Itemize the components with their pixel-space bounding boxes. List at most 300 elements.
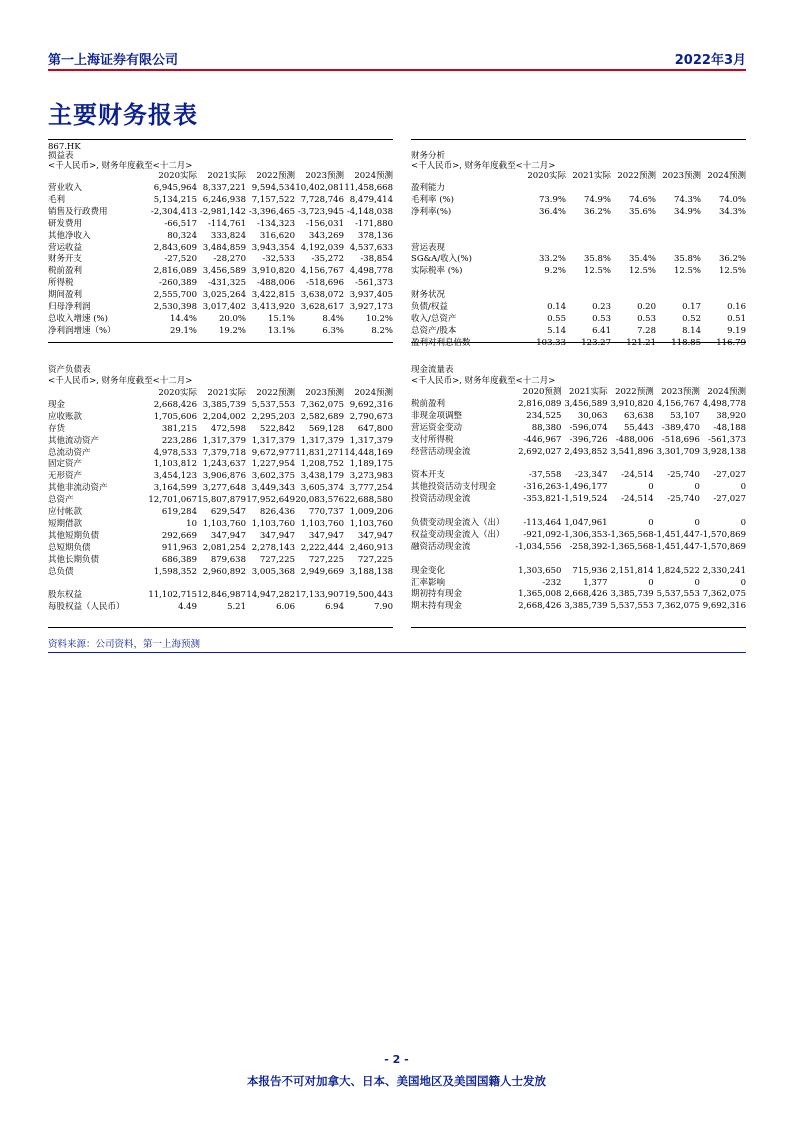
row-label: 总流动资产: [48, 447, 91, 458]
year-header: 2021实际: [572, 171, 611, 182]
cell-value: [515, 459, 561, 471]
cell-value: [700, 506, 746, 518]
row-label: 其他非流动资产: [48, 483, 108, 494]
cell-value: 2,960,892: [202, 566, 246, 577]
cell-value: 19.2%: [218, 325, 246, 336]
table-row: [48, 207, 393, 219]
cell-value: [700, 459, 746, 471]
row-label: 期间盈利: [48, 290, 83, 301]
cell-value: 6,246,938: [202, 194, 246, 205]
cell-value: [521, 278, 566, 290]
page-title: 主要财务报表: [48, 101, 198, 129]
cell-value: 2,843,609: [153, 242, 197, 253]
cell-value: 3,385,739: [564, 601, 608, 612]
header-spacer: [48, 388, 148, 400]
cell-value: 3,456,589: [202, 266, 246, 277]
cell-value: [656, 231, 701, 243]
cell-value: 5,134,215: [153, 194, 197, 205]
cell-value: 2,816,089: [518, 399, 562, 409]
cell-value: 8,479,414: [349, 194, 393, 205]
cell-value: -24,514: [621, 470, 654, 481]
row-label: 总短期负债: [48, 542, 91, 553]
table-row: [48, 412, 393, 424]
report-date: 2022年3月: [674, 53, 746, 68]
row-label: 投资活动现金流: [411, 494, 471, 505]
cell-value: [566, 243, 611, 255]
year-header: 2020实际: [158, 171, 197, 182]
cell-value: -28,270: [213, 254, 246, 265]
cell-value: 36.2%: [718, 254, 746, 265]
cell-value: 2,460,913: [349, 542, 393, 553]
cell-value: 3,454,123: [153, 471, 197, 482]
cell-value: 35.8%: [583, 254, 611, 265]
row-label: 总资产/股本: [411, 325, 457, 336]
table-row: [411, 231, 746, 243]
year-header: 2020预测: [522, 387, 562, 398]
cell-value: 2,668,426: [564, 589, 608, 600]
row-label: 财务开支: [48, 254, 83, 265]
cell-value: -32,533: [262, 254, 295, 265]
row-label: [411, 506, 515, 518]
cell-value: -27,027: [713, 494, 746, 505]
cell-value: 879,638: [210, 554, 246, 565]
cell-value: 35.8%: [673, 254, 701, 265]
cell-value: 0: [740, 577, 746, 588]
cell-value: [701, 231, 746, 243]
row-label: 期初持有现金: [411, 589, 463, 600]
cell-value: 9,692,316: [349, 399, 393, 410]
table-row: [48, 243, 393, 255]
table-row: [411, 302, 746, 314]
cell-value: [521, 183, 566, 195]
cell-value: 1,047,961: [564, 518, 608, 529]
cell-value: 1,227,954: [251, 459, 295, 470]
cell-value: -921,092: [523, 529, 562, 540]
cell-value: 3,301,709: [656, 446, 700, 457]
cell-value: 2,668,426: [518, 601, 562, 612]
cell-value: -518,696: [305, 278, 344, 289]
cell-value: -258,392: [569, 541, 608, 552]
year-header: 2020实际: [527, 171, 566, 182]
cell-value: 3,422,815: [251, 290, 295, 301]
cell-value: [701, 183, 746, 195]
cell-value: [611, 243, 656, 255]
cell-value: 9,672,977: [251, 447, 295, 458]
cell-value: 15,807,879: [197, 495, 246, 506]
cell-value: 34.3%: [718, 206, 746, 217]
table-row: [411, 314, 746, 326]
cell-value: 2,949,669: [300, 566, 344, 577]
cell-value: 3,541,896: [610, 446, 654, 457]
cell-value: [561, 506, 607, 518]
mid-rule-left: [48, 342, 393, 343]
row-label: 净利率(%): [411, 206, 452, 217]
cell-value: 2,330,241: [702, 565, 746, 576]
row-label: 研发费用: [48, 218, 83, 229]
cell-value: 381,215: [161, 423, 197, 434]
table-row: [411, 183, 746, 195]
cell-value: 4,978,533: [153, 447, 197, 458]
cell-value: 2,816,089: [153, 266, 197, 277]
cash-flow-table: [411, 387, 746, 613]
table-row: [411, 459, 746, 471]
cell-value: 2,081,254: [202, 542, 246, 553]
cell-value: 10: [186, 518, 197, 529]
cell-value: -27,520: [164, 254, 197, 265]
cell-value: 0: [694, 482, 700, 493]
table-row: [411, 542, 746, 554]
row-label: 现金变化: [411, 565, 446, 576]
cell-value: 53,107: [670, 410, 700, 421]
cell-value: 3,638,072: [300, 290, 344, 301]
cell-value: 727,225: [308, 554, 344, 565]
cell-value: -3,396,465: [248, 206, 295, 217]
cell-value: [561, 554, 607, 566]
cell-value: 1,103,760: [349, 518, 393, 529]
cell-value: -3,723,945: [297, 206, 344, 217]
cell-value: 38,920: [716, 410, 746, 421]
table-row: [48, 495, 393, 507]
cell-value: 12,846,987: [197, 590, 246, 601]
cell-value: 74.9%: [583, 194, 611, 205]
cell-value: -1,451,447: [653, 529, 700, 540]
table-row: [48, 555, 393, 567]
cell-value: [561, 459, 607, 471]
row-label: [411, 278, 521, 290]
cell-value: 14,947,282: [246, 590, 295, 601]
cell-value: 727,225: [357, 554, 393, 565]
cell-value: 7.28: [637, 325, 656, 336]
cell-value: 4,537,633: [349, 242, 393, 253]
year-header: 2022预测: [617, 171, 656, 182]
cell-value: -446,967: [523, 434, 562, 445]
cell-value: 1,377: [583, 577, 608, 588]
cell-value: 5.14: [547, 325, 566, 336]
cell-value: 2,530,398: [153, 302, 197, 313]
cell-value: 3,910,820: [251, 266, 295, 277]
row-label: 总负债: [48, 566, 74, 577]
cell-value: -488,006: [256, 278, 295, 289]
cell-value: 33.2%: [538, 254, 566, 265]
cell-value: 569,128: [308, 423, 344, 434]
cell-value: 5,537,553: [656, 589, 700, 600]
cell-value: -561,373: [354, 278, 393, 289]
cell-value: 10.2%: [365, 313, 393, 324]
year-header: 2024预测: [354, 387, 393, 398]
table-row: [411, 326, 746, 338]
cell-value: [611, 231, 656, 243]
cell-value: 1,317,379: [202, 435, 246, 446]
cell-value: [566, 278, 611, 290]
row-label: 非现金项调整: [411, 410, 463, 421]
table-row: [48, 254, 393, 266]
cell-value: 3,005,368: [251, 566, 295, 577]
cell-value: -171,880: [354, 218, 393, 229]
cell-value: 6.3%: [322, 325, 344, 336]
table-row: [411, 435, 746, 447]
bottom-rule-left: [48, 627, 393, 628]
cell-value: 0: [648, 518, 654, 529]
table-row: [48, 590, 393, 602]
cell-value: 343,269: [308, 230, 344, 241]
cell-value: 9,594,534: [251, 183, 295, 193]
top-rule-right: [411, 139, 746, 140]
table-row: [411, 494, 746, 506]
cell-value: -260,389: [158, 278, 197, 289]
row-label: 无形资产: [48, 471, 83, 482]
header-spacer: [48, 171, 148, 183]
cell-value: 292,669: [161, 530, 197, 541]
cell-value: 3,628,617: [300, 302, 344, 313]
cell-value: 1,824,522: [656, 565, 700, 576]
cell-value: 2,493,852: [564, 446, 608, 457]
cell-value: 3,273,983: [349, 471, 393, 482]
cell-value: [521, 231, 566, 243]
row-label: 资本开支: [411, 470, 446, 481]
table-row: [48, 602, 393, 614]
table-row: [411, 589, 746, 601]
cell-value: 1,103,760: [202, 518, 246, 529]
table-row: [48, 326, 393, 338]
cell-value: 0.16: [727, 302, 746, 313]
financial-analysis-table: [411, 171, 746, 350]
table-row: [411, 566, 746, 578]
cell-value: 1,317,379: [349, 435, 393, 446]
income-title: 损益表: [48, 151, 74, 161]
table-row: [411, 411, 746, 423]
cell-value: 8.14: [682, 325, 701, 336]
cell-value: 35.4%: [628, 254, 656, 265]
cashflow-title: 现金流量表: [411, 365, 454, 375]
year-header: 2024预测: [707, 171, 746, 182]
cell-value: [611, 219, 656, 231]
cell-value: 29.1%: [169, 325, 197, 336]
row-label: 归母净利润: [48, 302, 91, 313]
cell-value: -37,558: [528, 470, 562, 481]
year-header: 2021实际: [568, 387, 608, 398]
cell-value: 2,151,814: [610, 565, 654, 576]
cell-value: [515, 506, 561, 518]
cell-value: -1,365,568: [607, 529, 654, 540]
cell-value: [197, 579, 246, 591]
cell-value: 17,952,649: [246, 495, 295, 506]
table-row: [48, 400, 393, 412]
cell-value: 7,379,718: [202, 447, 246, 458]
cell-value: [521, 290, 566, 302]
cell-value: 3,385,739: [610, 589, 654, 600]
cell-value: 2,668,426: [153, 399, 197, 410]
cell-value: 0.20: [637, 302, 656, 313]
cell-value: 0: [648, 482, 654, 493]
cell-value: [148, 579, 197, 591]
cell-value: 0: [694, 577, 700, 588]
table-row: [48, 519, 393, 531]
income-statement-table: [48, 171, 393, 338]
cell-value: 0.17: [682, 302, 701, 313]
cell-value: -518,696: [661, 434, 700, 445]
cell-value: 619,284: [161, 507, 197, 518]
cell-value: 3,910,820: [610, 399, 654, 409]
row-label: 总收入增速 (%): [48, 313, 108, 324]
row-label: 负债变动现金流入（出）: [411, 518, 505, 529]
row-label: 每股权益（人民币）: [48, 602, 125, 613]
cell-value: 727,225: [259, 554, 295, 565]
cell-value: -23,347: [574, 470, 608, 481]
cell-value: 3,943,354: [251, 242, 295, 253]
cell-value: 8.4%: [322, 313, 344, 324]
year-header: 2022预测: [256, 387, 295, 398]
row-label: [411, 554, 515, 566]
unit-row: [48, 376, 393, 388]
table-row: [411, 219, 746, 231]
year-header: 2023预测: [661, 387, 700, 398]
cell-value: 223,286: [161, 435, 197, 446]
income-unit: <千人民币>, 财务年度截至<十二月>: [48, 161, 193, 171]
table-row: [411, 578, 746, 590]
cell-value: [246, 579, 295, 591]
cell-value: 3,927,173: [349, 302, 393, 313]
cell-value: 3,449,343: [251, 483, 295, 494]
row-label: 销售及行政费用: [48, 206, 108, 217]
cell-value: [611, 278, 656, 290]
top-rule-left: [48, 139, 393, 140]
row-label: 其他长期负债: [48, 554, 100, 565]
balance-sheet-table: [48, 376, 393, 614]
cell-value: 14,448,169: [344, 447, 393, 458]
row-label: 其他短期负债: [48, 530, 100, 541]
cell-value: [515, 554, 561, 566]
table-row: [48, 507, 393, 519]
cell-value: [700, 554, 746, 566]
cell-value: 12.5%: [718, 266, 746, 277]
cell-value: 88,380: [531, 422, 562, 433]
cell-value: 55,443: [623, 422, 654, 433]
table-row: [411, 518, 746, 530]
cell-value: 3,602,375: [251, 471, 295, 482]
cell-value: 22,688,580: [344, 495, 393, 506]
cell-value: 11,102,715: [148, 590, 197, 601]
year-header: 2022预测: [615, 387, 654, 398]
cell-value: 36.4%: [538, 206, 566, 217]
table-row: [48, 424, 393, 436]
cell-value: 3,438,179: [300, 471, 344, 482]
table-row: [411, 530, 746, 542]
cell-value: -1,570,869: [699, 541, 746, 552]
year-header-row: [48, 388, 393, 400]
table-row: [411, 399, 746, 411]
cell-value: 12.5%: [628, 266, 656, 277]
cell-value: [654, 459, 700, 471]
cell-value: 8.2%: [371, 325, 393, 336]
cell-value: 2,295,203: [251, 411, 295, 422]
cell-value: 3,413,920: [251, 302, 295, 313]
table-row: [48, 195, 393, 207]
row-label: 负债/权益: [411, 302, 448, 313]
cell-value: 2,278,143: [251, 542, 295, 553]
cell-value: -48,188: [713, 422, 746, 433]
cell-value: 6.94: [325, 602, 344, 613]
cell-value: -232: [542, 577, 562, 588]
cell-value: 0.23: [592, 302, 611, 313]
cell-value: 63,638: [623, 410, 654, 421]
cell-value: 4,156,767: [656, 399, 700, 409]
cell-value: [701, 243, 746, 255]
row-label: 营业收入: [48, 183, 83, 193]
cell-value: 7,157,522: [251, 194, 295, 205]
cell-value: 11,831,271: [295, 447, 344, 458]
cell-value: 0.55: [547, 313, 566, 324]
cell-value: 1,317,379: [300, 435, 344, 446]
row-label: 融资活动现金流: [411, 541, 471, 552]
cell-value: 316,620: [259, 230, 295, 241]
cell-value: 30,063: [577, 410, 608, 421]
cell-value: 9,692,316: [702, 601, 746, 612]
cell-value: 7.90: [374, 602, 393, 613]
cell-value: 12,701,067: [148, 495, 197, 506]
row-label: 财务状况: [411, 290, 446, 301]
table-row: [411, 470, 746, 482]
table-row: [411, 482, 746, 494]
cell-value: 1,705,606: [153, 411, 197, 422]
cell-value: -27,027: [713, 470, 746, 481]
row-label: 短期借款: [48, 518, 83, 529]
row-label: 毛利率 (%): [411, 194, 454, 205]
row-label: 其他投资活动支付现金: [411, 482, 497, 493]
cell-value: 1,303,650: [518, 565, 562, 576]
cell-value: 2,204,002: [202, 411, 246, 422]
table-row: [48, 302, 393, 314]
cell-value: [566, 231, 611, 243]
cell-value: [701, 338, 746, 350]
cell-value: -113,464: [523, 518, 562, 529]
cell-value: 1,103,760: [251, 518, 295, 529]
row-label: 实际税率 (%): [411, 266, 463, 277]
year-header-row: [411, 387, 746, 399]
cell-value: 647,800: [357, 423, 393, 434]
cell-value: 1,208,752: [300, 459, 344, 470]
cell-value: 74.6%: [628, 194, 656, 205]
year-header: 2023预测: [305, 387, 344, 398]
row-label: 固定资产: [48, 459, 83, 470]
cell-value: 1,103,812: [153, 459, 197, 470]
cell-value: 333,824: [210, 230, 246, 241]
cell-value: -431,325: [207, 278, 246, 289]
cell-value: [344, 579, 393, 591]
table-row: [48, 183, 393, 195]
cell-value: 1,598,352: [153, 566, 197, 577]
cell-value: [656, 183, 701, 195]
cell-value: 1,365,008: [518, 589, 562, 600]
row-label: 汇率影响: [411, 577, 446, 588]
bottom-rule-right: [411, 627, 746, 628]
table-row: [48, 219, 393, 231]
cell-value: -25,740: [667, 470, 700, 481]
cell-value: 2,222,444: [300, 542, 344, 553]
row-label: 经营活动现金流: [411, 446, 471, 457]
cell-value: 1,103,760: [300, 518, 344, 529]
row-label: [411, 219, 521, 231]
cell-value: -1,570,869: [699, 529, 746, 540]
cell-value: -1,451,447: [653, 541, 700, 552]
cell-value: [521, 219, 566, 231]
cell-value: 0: [694, 518, 700, 529]
cell-value: 74.3%: [673, 194, 701, 205]
table-row: [411, 338, 746, 350]
cell-value: -35,272: [311, 254, 344, 265]
distribution-disclaimer: 本报告不可对加拿大、日本、美国地区及美国国籍人士发放: [247, 1074, 546, 1088]
year-header-row: [411, 171, 746, 183]
cell-value: 686,389: [161, 554, 197, 565]
